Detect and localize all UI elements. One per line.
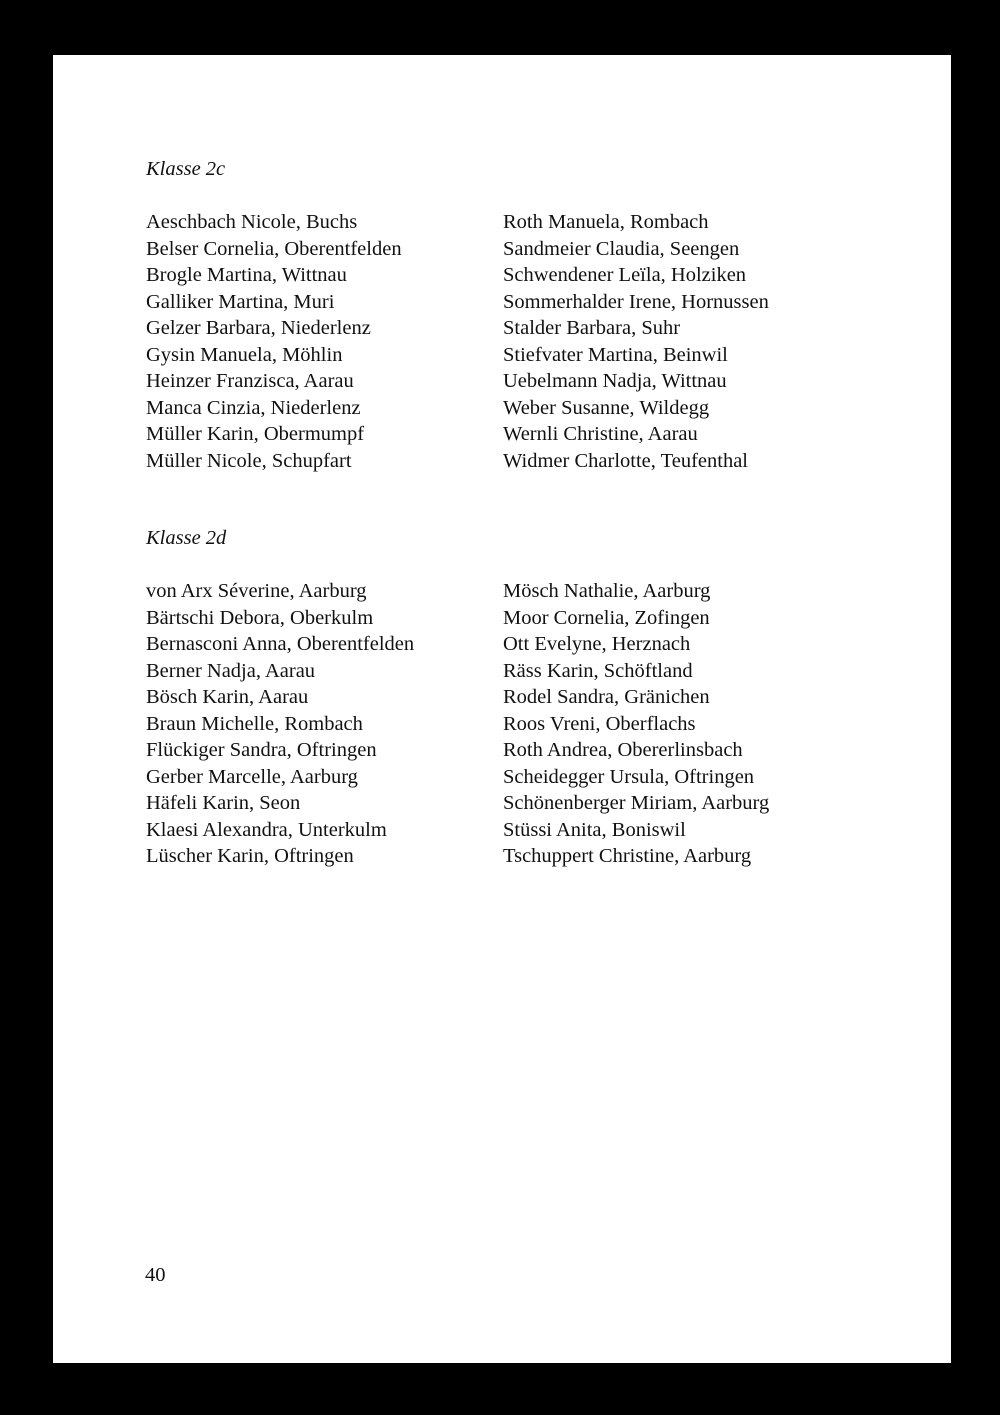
section-heading-klasse-2c: Klasse 2c bbox=[146, 158, 226, 180]
list-item: Wernli Christine, Aarau bbox=[503, 423, 698, 445]
list-item: Bernasconi Anna, Oberentfelden bbox=[146, 633, 415, 655]
list-item: Schönenberger Miriam, Aarburg bbox=[503, 792, 770, 814]
list-item: Stiefvater Martina, Beinwil bbox=[503, 343, 728, 366]
list-item: Stüssi Anita, Boniswil bbox=[503, 818, 686, 841]
list-item: Räss Karin, Schöftland bbox=[503, 659, 693, 682]
list-item: Brogle Martina, Wittnau bbox=[146, 264, 347, 286]
list-item: Roth Manuela, Rombach bbox=[503, 211, 709, 233]
list-item: Uebelmann Nadja, Wittnau bbox=[503, 370, 727, 392]
list-item: Tschuppert Christine, Aarburg bbox=[503, 845, 752, 867]
list-item: Aeschbach Nicole, Buchs bbox=[146, 211, 358, 233]
list-item: Häfeli Karin, Seon bbox=[146, 792, 301, 814]
list-item: Roos Vreni, Oberflachs bbox=[503, 712, 696, 735]
list-item: von Arx Séverine, Aarburg bbox=[146, 580, 367, 602]
page-number: 40 bbox=[145, 1264, 166, 1286]
list-item: Müller Karin, Obermumpf bbox=[146, 423, 365, 445]
list-item: Roth Andrea, Obererlinsbach bbox=[503, 739, 743, 761]
list-item: Scheidegger Ursula, Oftringen bbox=[503, 765, 755, 788]
list-item: Berner Nadja, Aarau bbox=[146, 659, 316, 682]
list-item: Gerber Marcelle, Aarburg bbox=[146, 765, 358, 788]
list-item: Belser Cornelia, Oberentfelden bbox=[146, 237, 402, 260]
list-item: Gysin Manuela, Möhlin bbox=[146, 343, 343, 366]
list-item: Moor Cornelia, Zofingen bbox=[503, 606, 710, 629]
list-item: Stalder Barbara, Suhr bbox=[503, 317, 681, 339]
list-item: Müller Nicole, Schupfart bbox=[146, 449, 352, 472]
list-item: Schwendener Leïla, Holziken bbox=[503, 264, 747, 286]
list-item: Rodel Sandra, Gränichen bbox=[503, 686, 710, 708]
list-item: Galliker Martina, Muri bbox=[146, 290, 335, 313]
student-list-2c-right bbox=[503, 209, 769, 474]
list-item: Widmer Charlotte, Teufenthal bbox=[503, 449, 748, 472]
document-page bbox=[53, 55, 951, 1363]
student-list-2d-left bbox=[146, 578, 414, 870]
list-item: Sandmeier Claudia, Seengen bbox=[503, 237, 740, 260]
section-heading-klasse-2d: Klasse 2d bbox=[146, 527, 227, 549]
list-item: Lüscher Karin, Oftringen bbox=[146, 845, 354, 867]
list-item: Weber Susanne, Wildegg bbox=[503, 396, 710, 419]
list-item: Klaesi Alexandra, Unterkulm bbox=[146, 818, 387, 841]
list-item: Ott Evelyne, Herznach bbox=[503, 633, 691, 655]
list-item: Flückiger Sandra, Oftringen bbox=[146, 739, 377, 761]
student-list-2d-right bbox=[503, 578, 769, 870]
list-item: Sommerhalder Irene, Hornussen bbox=[503, 290, 769, 313]
list-item: Braun Michelle, Rombach bbox=[146, 712, 363, 735]
list-item: Bösch Karin, Aarau bbox=[146, 686, 309, 708]
student-list-2c-left bbox=[146, 209, 402, 474]
list-item: Manca Cinzia, Niederlenz bbox=[146, 396, 361, 419]
list-item: Gelzer Barbara, Niederlenz bbox=[146, 317, 371, 339]
list-item: Mösch Nathalie, Aarburg bbox=[503, 580, 711, 602]
list-item: Bärtschi Debora, Oberkulm bbox=[146, 606, 374, 629]
list-item: Heinzer Franzisca, Aarau bbox=[146, 370, 354, 392]
